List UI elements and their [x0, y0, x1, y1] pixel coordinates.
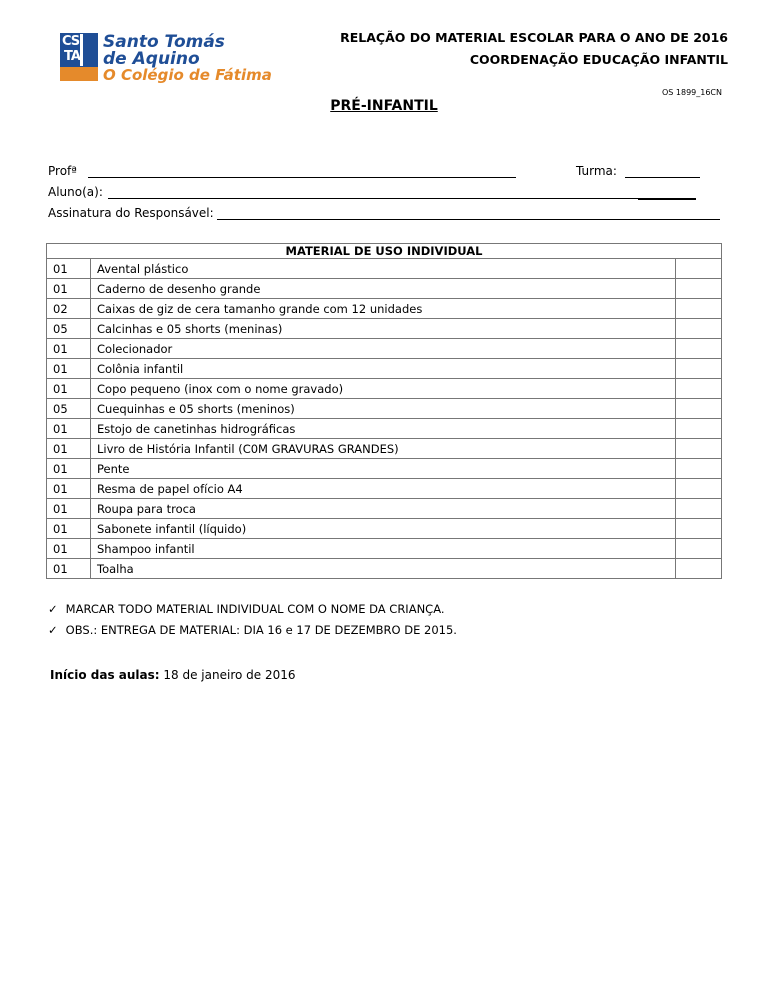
item-check-box[interactable] — [676, 459, 722, 479]
item-check-box[interactable] — [676, 539, 722, 559]
table-row — [47, 259, 722, 279]
item-description: Caderno de desenho grande — [91, 279, 676, 299]
item-check-box[interactable] — [676, 419, 722, 439]
item-quantity: 01 — [47, 539, 91, 559]
item-check-box[interactable] — [676, 479, 722, 499]
class-label: Turma: — [576, 164, 617, 178]
materials-table — [46, 243, 722, 579]
item-description: Cuequinhas e 05 shorts (meninos) — [91, 399, 676, 419]
table-row — [47, 539, 722, 559]
item-quantity: 01 — [47, 259, 91, 279]
table-row — [47, 559, 722, 579]
table-row — [47, 379, 722, 399]
item-description: Shampoo infantil — [91, 539, 676, 559]
teacher-field[interactable] — [88, 177, 516, 178]
table-row — [47, 279, 722, 299]
item-description: Livro de História Infantil (C0M GRAVURAS GRANDES) — [91, 439, 676, 459]
teacher-label: Profª — [48, 164, 77, 178]
logo-line2: de Aquino — [103, 49, 200, 69]
note-1 — [48, 602, 445, 616]
table-row — [47, 339, 722, 359]
item-description: Pente — [91, 459, 676, 479]
item-quantity: 01 — [47, 379, 91, 399]
student-label: Aluno(a): — [48, 185, 103, 199]
checkmark-icon: ✓ — [48, 623, 58, 637]
item-check-box[interactable] — [676, 559, 722, 579]
student-field-end — [638, 198, 696, 200]
document-subtitle: COORDENAÇÃO EDUCAÇÃO INFANTIL — [469, 52, 728, 67]
item-quantity: 01 — [47, 559, 91, 579]
item-check-box[interactable] — [676, 319, 722, 339]
table-row — [47, 519, 722, 539]
item-quantity: 01 — [47, 439, 91, 459]
item-quantity: 01 — [47, 359, 91, 379]
signature-label: Assinatura do Responsável: — [48, 206, 214, 220]
classes-start — [50, 668, 296, 682]
item-check-box[interactable] — [676, 259, 722, 279]
note-1-text: MARCAR TODO MATERIAL INDIVIDUAL COM O NOME DA CRIANÇA. — [65, 602, 445, 616]
table-row — [47, 419, 722, 439]
item-check-box[interactable] — [676, 299, 722, 319]
item-quantity: 01 — [47, 459, 91, 479]
logo-line1: Santo Tomás — [103, 32, 225, 52]
item-check-box[interactable] — [676, 519, 722, 539]
item-check-box[interactable] — [676, 379, 722, 399]
start-date: 18 de janeiro de 2016 — [163, 668, 296, 682]
item-quantity: 01 — [47, 419, 91, 439]
logo-line3: O Colégio de Fátima — [103, 66, 272, 84]
materials-body — [47, 259, 722, 579]
item-description: Roupa para troca — [91, 499, 676, 519]
table-row — [47, 499, 722, 519]
item-description: Calcinhas e 05 shorts (meninas) — [91, 319, 676, 339]
item-description: Estojo de canetinhas hidrográficas — [91, 419, 676, 439]
item-quantity: 05 — [47, 319, 91, 339]
item-description: Toalha — [91, 559, 676, 579]
item-check-box[interactable] — [676, 279, 722, 299]
start-label: Início das aulas: — [50, 668, 160, 682]
note-2-text: OBS.: ENTREGA DE MATERIAL: DIA 16 e 17 DE DEZEMBRO DE 2015. — [65, 623, 457, 637]
student-field[interactable] — [108, 198, 638, 199]
class-field[interactable] — [625, 177, 700, 178]
item-quantity: 01 — [47, 479, 91, 499]
table-row — [47, 359, 722, 379]
item-quantity: 01 — [47, 339, 91, 359]
item-quantity: 02 — [47, 299, 91, 319]
item-check-box[interactable] — [676, 399, 722, 419]
item-description: Resma de papel ofício A4 — [91, 479, 676, 499]
checkmark-icon: ✓ — [48, 602, 58, 616]
table-row — [47, 399, 722, 419]
logo-mark-bottom: TA — [64, 49, 80, 64]
item-quantity: 01 — [47, 519, 91, 539]
table-row — [47, 479, 722, 499]
signature-field[interactable] — [217, 219, 720, 220]
item-quantity: 01 — [47, 279, 91, 299]
item-check-box[interactable] — [676, 439, 722, 459]
item-check-box[interactable] — [676, 339, 722, 359]
table-row — [47, 319, 722, 339]
logo-mark-top: CS — [62, 34, 80, 49]
note-2 — [48, 623, 457, 637]
item-description: Caixas de giz de cera tamanho grande com 12 unidades — [91, 299, 676, 319]
document-code: OS 1899_16CN — [661, 88, 722, 97]
school-logo — [60, 32, 272, 85]
item-check-box[interactable] — [676, 359, 722, 379]
logo-mark — [60, 33, 98, 67]
document-title: RELAÇÃO DO MATERIAL ESCOLAR PARA O ANO DE 2016 — [340, 30, 728, 45]
table-heading-row — [47, 244, 722, 259]
item-description: Copo pequeno (inox com o nome gravado) — [91, 379, 676, 399]
table-heading: MATERIAL DE USO INDIVIDUAL — [47, 244, 722, 259]
item-description: Avental plástico — [91, 259, 676, 279]
table-row — [47, 299, 722, 319]
item-description: Sabonete infantil (líquido) — [91, 519, 676, 539]
item-quantity: 01 — [47, 499, 91, 519]
table-row — [47, 439, 722, 459]
table-row — [47, 459, 722, 479]
item-quantity: 05 — [47, 399, 91, 419]
item-check-box[interactable] — [676, 499, 722, 519]
class-level-title: PRÉ-INFANTIL — [330, 98, 438, 114]
item-description: Colecionador — [91, 339, 676, 359]
item-description: Colônia infantil — [91, 359, 676, 379]
